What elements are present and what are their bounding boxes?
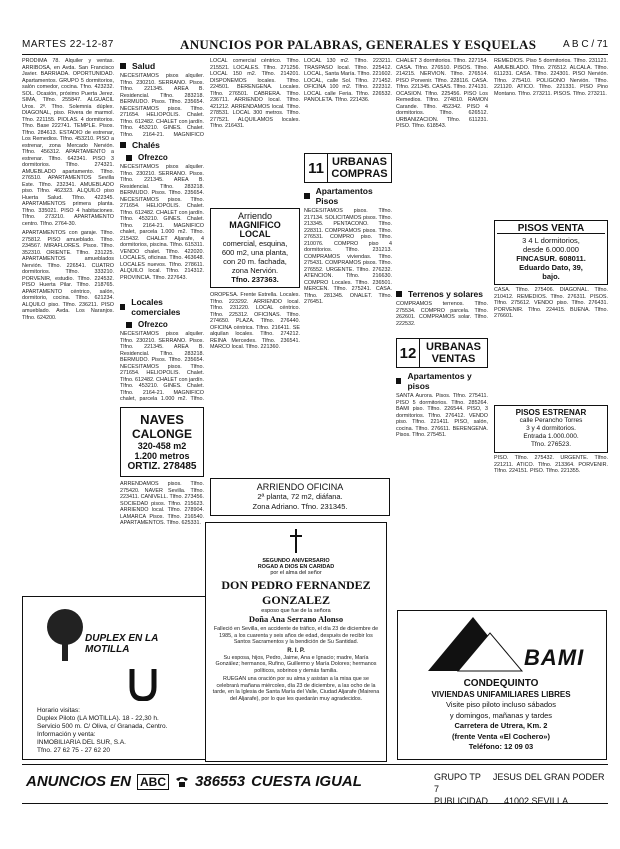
naves-line3: 1.200 metros (134, 451, 190, 461)
obituary-name: DON PEDRO FERNANDEZ (221, 578, 371, 592)
bami-logo: BAMI (524, 645, 585, 670)
col4-ads-2: NECESITAMOS pisos. Tlfno. 217134. SOLICITAMOS pisos. Tlfno. 213345. PENTACONO. Tlfno. 228311. COMPRAMOS pisos. Tlfno. 276531. COMPRO piso. Tlfno. 210076. COMPRO piso 4 dormitorios. Tlfno. 231213. COMPRAMOS viviendas. Tlfno. 275431. COMPRAMOS pisos. Tlfno. 276552. URGENTE. Tlfno. 276232. ATENCION. Tlfno. 216630. COMPRO Locales. Tlfno. 236501. MERCEN. Tlfno. 275241. CASA. Tlfno. 281345. ONALET. Tlfno. 276451. (304, 208, 392, 305)
bullet-icon (304, 193, 310, 199)
naves-ad (120, 407, 204, 477)
bullet-icon (120, 63, 126, 69)
abc-logo: ABC (137, 774, 169, 790)
col1-ads: PRODIMA 78. Alquiler y ventas. ARRIBOSA, en Avda. San Francisco Javier. BARRIADA. OPORTUNIDAD. Apartamentos. GRUPO 5 dormitorios, salón comedor, cocina. Tfno. 423232. SOL. Ocasión, próximo Puerta Jerez. SIMA, Tlfno. 255847. ALGUACIL Uros. 2º. Tfno. Solemnia dúplex. DIAGONAL, piso. Rivera de marmol. Tfno. 221155. PIOLAS. 4 dormitorios. Tfno. Base 222741. TEMPLE. Pisos. Tlfno. 284613. ESTADIO de estrenar, Los Remedios. Tlfno. 453210. PISO a estrenar, zona Mercado Nervión. Tlfno. 456312. APARTAMENTO a estrenar. Tlfno. 642341. PISO 3 dormitorios. Tlfno. 274321. AMUEBLADO apartamento. Tlfno. 276510. APARTAMENTOS Sevilla Este. Tlfno. 232341. AMUEBLADO piso. Tlfno. 462323. ALQUILO piso Huerta Salud. Tlfno. 422345. APARTAMENTOS primera planta. Tlfno. 335021. PISO 4 habitaciones. Tlfno. 273210. APARTAMENTO centro. Tlfno. 2764-30. (22, 58, 114, 227)
duplex-title: DUPLEX EN LA MOTILLA (85, 633, 158, 655)
pisos-estrenar-ad: PISOS ESTRENAR calle Perancho Torres 3 y 4 dormitorios. Entrada 1.000.000. Tfno. 276523. (494, 405, 608, 453)
bami-ad (397, 610, 607, 760)
section-ofrezco-2: Ofrezco (126, 320, 204, 329)
bullet-icon (126, 155, 132, 161)
section-ofrezco: Ofrezco (126, 153, 204, 162)
bullet-icon (120, 304, 125, 310)
naves-line2: 320-458 m2 (137, 441, 187, 451)
duplex-info: Horario visitas: Duplex Piloto (LA MOTILLA). 18 - 22,30 h. Servicio 500 m. C/ Oliva, c/ Granada, Centro. Información y venta: INMOBILIARIA DEL SUR, S.A. Tfno. 27 62 75 - 27 62 20 (37, 707, 168, 754)
urbanas-compras-heading: 11 URBANAS COMPRAS (304, 153, 392, 183)
arriendo-oficina-ad: ARRIENDO OFICINA 2ª planta, 72 m2, diáfana. Zona Adriano. Tfno. 231345. (210, 478, 390, 516)
col3-ads-2: OROPESA. Frente Estrella. Locales. Tlfno. 223292. ARRIENDO local. Tlfno. 231220. LOCAL céntrico. Tlfno. 225312. OFICINAS. Tlfno. 274650. PLAZA. Tlfno. 276440. OFICINA céntrica. Tlfno. 216411. SE alquilan locales. Tlfno. 274212. REINA Mercedes. Tlfno. 236541. MARCO local. Tlfno. 221360. (210, 292, 300, 350)
page-header (22, 36, 608, 55)
section-terrenos: Terrenos y solares (396, 289, 488, 299)
column-4 (304, 58, 392, 520)
col4-ads: LOCAL 130 m2. Tlfno. 223211. TRASPASO local. Tlfno. 225412. LOCAL, Santa María. Tlfno. 221602. LOCAL, calle Sol. Tlfno. 271452. OFICINA 100 m2. Tlfno. 222312. LOCAL calle Feria. Tlfno. 226532. PANOLETA. Tlfno. 221436. (304, 58, 392, 103)
urbanas-ventas-heading: 12 URBANAS VENTAS (396, 338, 488, 368)
pisos-venta-ad: PISOS VENTA 3 4 L dormitorios, desde 6.000.000 FINCASUR. 608011. Eduardo Dato, 39, bajo. (494, 220, 608, 285)
footer-slogan: ANUNCIOS EN ABC 386553 CUESTA IGUAL (26, 773, 362, 790)
column-5 (396, 58, 488, 606)
col5-ads: CHALET 3 dormitorios. Tlfno. 227154. CASA. Tlfno. 276510. PISOS. Tlfno. 214215. NERVION. Tlfno. 276514. PISO Porvenir. Tlfno. 228116. CASA. Tlfno. 221345. CASAS. Tlfno. 274131. OCASION. Tlfno. 225456. PISO Los Remedios. Tlfno. 274810. RAMON Carande. Tlfno. 452342. PISO 4 dormitorios. Tlfno. 626512. URBANIZACION. Tlfno. 611231. PISO. Tlfno. 618543. (396, 58, 488, 129)
bullet-icon (126, 322, 132, 328)
bami-text: CONDEQUINTO VIVIENDAS UNIFAMILIARES LIBRES Visite piso piloto incluso sábados y domingos, mañanas y tardes Carretera de Utrera, Km. 2 (frente Venta «El Cochero») Teléfono: 12 09 03 (431, 678, 571, 751)
naves-line1: CALONGE (132, 427, 192, 441)
bullet-icon (396, 291, 402, 297)
obituary-notice: SEGUNDO ANIVERSARIO ROGAD A DIOS EN CARIDAD por el alma del señor DON PEDRO FERNANDEZ GONZALEZ esposo que fue de la señora Doña Ana Serrano Alonso Falleció en Sevilla, en accidente de tráfico, el día 23 de diciembre de 1985, a los cuarenta y seis años de edad, después de recibir los Santos Sacramentos y la bendición de Su Santidad. R. I. P. Su esposa, hijos, Pedro, Jaime, Ana e Ignacio; madre, María González; hermanos, Rufino, Guillermo y María Dolores; hermanos políticos, sobrinos y demás familia. RUEGAN una oración por su alma y asistan a la misa que se celebrará mañana miércoles, día 23 de diciembre, a las ocho de la tarde, en la Iglesia de Santa María del Valle, Ciudad Aljarafe (Mairena del Aljarafe), por lo que les quedarán muy agradecidos. (205, 522, 387, 762)
cross-icon (289, 529, 303, 553)
section-salud: Salud (120, 61, 204, 71)
duplex-ad (22, 596, 206, 760)
header-title: ANUNCIOS POR PALABRAS, GENERALES Y ESQUELAS (180, 37, 537, 52)
footer-banner (22, 764, 608, 804)
naves-phone: ORTIZ. 278485 (127, 461, 197, 472)
header-date: MARTES 22-12-87 (22, 39, 114, 50)
footer-contact: GRUPO TP JESUS DEL GRAN PODER 7 PUBLICIDAD 41002 SEVILLA (434, 772, 605, 806)
bullet-icon (120, 142, 126, 148)
col2-ads-2: ARRENDAMOS pisos. Tlfno. 275420. NAVER Sevilla. Tlfno. 223411. CANIVELL. Tlfno. 273456. SOCIEDAD pisos. Tlfno. 215623. ARRIENDO local. Tlfno. 278904. LAMARCA Pisos. Tlfno. 216540. APARTAMENTOS. Tlfno. 625331. (120, 481, 204, 526)
arriendo-local-ad: Arriendo MAGNIFICO LOCAL comercial, esquina, 600 m2, una planta, con 20 m. fachada, zona Nervión. Tfno. 237363. (210, 208, 300, 288)
col1-ads-2: APARTAMENTOS con garaje. Tlfno. 275812. PISO amueblado. Tlfno. 234567. MIRAFLORES. Pisos. Tlfno. 352310. ORIENTE. Tlfno. 231225. APARTAMENTOS amueblados Nervión. Tlfno. 226541. CUATRO dormitorios. Tlfno. 333210. PORVENIR, estudio. Tlfno. 224532. PISO Huerta Pilar. Tlfno. 218765. APARTAMENTO céntrico, salón, dormitorio, cocina. Tlfno. 621234. ALQUILO piso. Tlfno. 236211. PISO amueblado. Avda. Los Naranjos. Tlfno. 624200. (22, 230, 114, 321)
col6-ads-2: CASA. Tlfno. 275406. DIAGONAL. Tlfno. 210412. REMEDIOS. Tlfno. 276311. PISOS. Tlfno. 275612. VENDO piso. Tlfno. 276431. PORVENIR. Tlfno. 224415. BUENA. Tlfno. 276601. (494, 287, 608, 319)
col5-ads-3: SANTA Aurora. Pisos. Tlfno. 275411. PISO 5 dormitorios. Tlfno. 285264. BAMI piso. Tlfno. 226544. PISO, 3 dormitorios. Tlfno. 276412. VENDO piso. Tlfno. 221411. PISO, salón, cocina. Tlfno. 276611. BERENGENA. Pisos. Tlfno. 275451. (396, 393, 488, 438)
col6-ads-3: PISO. Tlfno. 275432. URGENTE. Tlfno. 221211. ATICO. Tlfno. 213364. PORVENIR. Tlfno. 224151. PISO. Tlfno. 221355. (494, 455, 608, 474)
col6-ads: REMEDIOS. Piso 5 dormitorios. Tlfno. 231121. AMUEBLADO. Tlfno. 276512. ALCALA. Tlfno. 611231. CASA. Tlfno. 224301. PISO Nervión. Tlfno. 275410. POLIGONO Nervión. Tlfno. 221120. ATICO. Tlfno. 221331. PISO Pino Montano. Tlfno. 273211. PISOS. Tlfno. 273211. (494, 58, 608, 97)
bullet-icon (396, 378, 401, 384)
section-locales: Locales comerciales (120, 297, 204, 317)
phone-icon (175, 776, 189, 788)
col2-ads-locales: NECESITAMOS pisos alquiler. Tlfno. 230210. SERRANO. Pisos. Tlfno. 221345. AREA B. Residencial. Tlfno. 283218. BERMUDO. Pisos. Tlfno. 235654. NECESITAMOS pisos. Tlfno. 271654. HELIOPOLIS. Chalet. Tlfno. 612482. CHALET con jardín. Tlfno. 453210. GINES. Chalet. Tlfno. 2164-21. MAGNIFICO chalet, parcela 1.000 m2. Tlfno. (120, 331, 204, 401)
naves-title: NAVES (140, 412, 184, 427)
column-6 (494, 58, 608, 606)
column-2 (120, 58, 204, 618)
col5-ads-2: COMPRAMOS terrenos. Tlfno. 275534. COMPRO parcela. Tlfno. 262601. COMPRAMOS solar. Tlfno. 222532. (396, 301, 488, 327)
section-apartamentos-pisos: Apartamentos y pisos (396, 371, 488, 391)
column-3 (210, 58, 300, 520)
section-apartamentos: Apartamentos Pisos (304, 186, 392, 206)
section-chales: Chalés (120, 140, 204, 150)
header-page-number: A B C / 71 (562, 39, 608, 50)
u-logo-icon (128, 667, 158, 701)
col2-ads-chalets: NECESITAMOS pisos alquiler. Tlfno. 230210. SERRANO. Pisos. Tlfno. 221345. AREA B. Residencial. Tlfno. 283218. BERMUDO. Pisos. Tlfno. 235654. NECESITAMOS pisos. Tlfno. 271654. HELIOPOLIS. Chalet. Tlfno. 612482. CHALET con jardín. Tlfno. 453210. GINES. Chalet. Tlfno. 2164-21. MAGNIFICO chalet, parcela 1.000 m2. Tlfno. 215432. CHALET Aljarafe, 4 dormitorios, piscina. Tlfno. 615311. VENDO chalet. Tlfno. 422020. LOCALES, oficinas. Tlfno. 463648. LOCALES nuevos. Tlfno. 278611. ALQUILO local. Tlfno. 214312. PROVINCIA. Tlfno. 227643. (120, 164, 204, 281)
col3-ads: LOCAL comercial céntrico. Tlfno. 215521. LOCALES. Tlfno. 271256. LOCAL 150 m2. Tlfno. 214201. DISPONEMOS locales. Tlfno. 224501. BERENGENA. Locales. Tlfno. 276501. CABRERA. Tlfno. 236711. ARRIENDO local. Tlfno. 421212. ARRENDAMOS local. Tlfno. 278531. LOCAL 300 metros. Tlfno. 277521. ALQUILAMOS locales. Tlfno. 216431. (210, 58, 300, 129)
col2-ads: NECESITAMOS pisos alquiler. Tlfno. 230210. SERRANO. Pisos. Tlfno. 221345. AREA B. Residencial. Tlfno. 283218. BERMUDO. Pisos. Tlfno. 235654. NECESITAMOS pisos. Tlfno. 271654. HELIOPOLIS. Chalet. Tlfno. 612482. CHALET con jardín. Tlfno. 453210. GINES. Chalet. Tlfno. 2164-21. MAGNIFICO (120, 73, 204, 137)
